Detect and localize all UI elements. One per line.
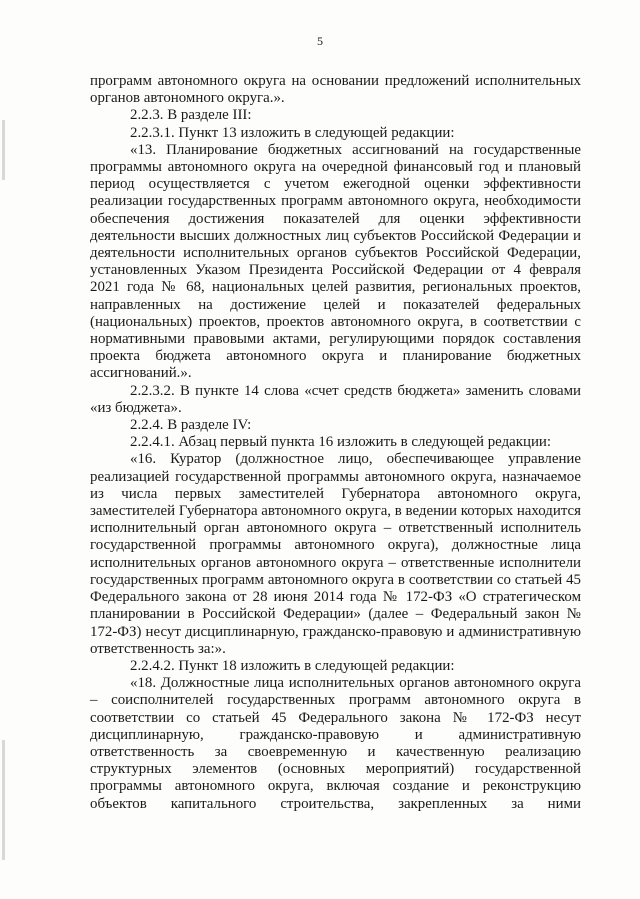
paragraph: 2.2.4.1. Абзац первый пункта 16 изложить в следующей редакции: (130, 434, 552, 451)
paragraph: «18. Должностные лица исполнительных органов автономного округа – соисполнителей государственных программ автономного округа в соответствии со статьей 45 Федерального закона № 172-ФЗ несут дисциплинарную, гражданско-правовую и административную ответственность за своевременную и качественную реализацию структурных элементов (основных мероприятий) государственной программы автономного округа, включая создание и реконструкцию объектов капитального строительства, закрепленных за ними (90, 675, 581, 812)
paragraph: 2.2.3. В разделе III: (130, 107, 252, 124)
paragraph: программ автономного округа на основании предложений исполнительных органов автономного округа.». (90, 73, 581, 107)
scan-edge-mark (2, 740, 5, 860)
paragraph: «13. Планирование бюджетных ассигнований на государственные программы автономного округа на очередной финансовый год и плановый период осуществляется с учетом ежегодной оценки эффективности реализации государственных программ автономного округа, необходимости обеспечения достижения показателей для оценки эффективности деятельности высших должностных лиц субъектов Российской Федерации и деятельности исполнительных органов субъектов Российской Федерации, установленных Указом Президента Российской Федерации от 4 февраля 2021 года № 68, национальных целей развития, региональных проектов, направленных на достижение целей и показателей федеральных (национальных) проектов, проектов автономного округа, в соответствии с нормативными правовыми актами, регулирующими порядок составления проекта бюджета автономного округа и планирование бюджетных ассигнований.». (90, 141, 581, 382)
paragraph: 2.2.3.2. В пункте 14 слова «счет средств бюджета» заменить словами «из бюджета». (90, 382, 581, 416)
page-number: 5 (317, 34, 323, 48)
paragraph: 2.2.4.2. Пункт 18 изложить в следующей редакции: (130, 657, 455, 674)
paragraph: «16. Куратор (должностное лицо, обеспечивающее управление реализацией государственной программы автономного округа, назначаемое из числа первых заместителей Губернатора автономного округа, заместителей Губернатора автономного округа, в ведении которых находится исполнительный орган автономного округа – ответственный исполнитель государственной программы автономного округа), должностные лица исполнительных органов автономного округа – ответственные исполнители государственных программ автономного округа в соответствии со статьей 45 Федерального закона от 28 июня 2014 года № 172-ФЗ «О стратегическом планировании в Российской Федерации» (далее – Федеральный закон № 172-ФЗ) несут дисциплинарную, гражданско-правовую и административную ответственность за:». (90, 451, 581, 657)
document-body (90, 73, 581, 813)
paragraph: 2.2.4. В разделе IV: (130, 417, 252, 434)
paragraph: 2.2.3.1. Пункт 13 изложить в следующей редакции: (130, 124, 455, 141)
scan-edge-mark (2, 120, 5, 180)
